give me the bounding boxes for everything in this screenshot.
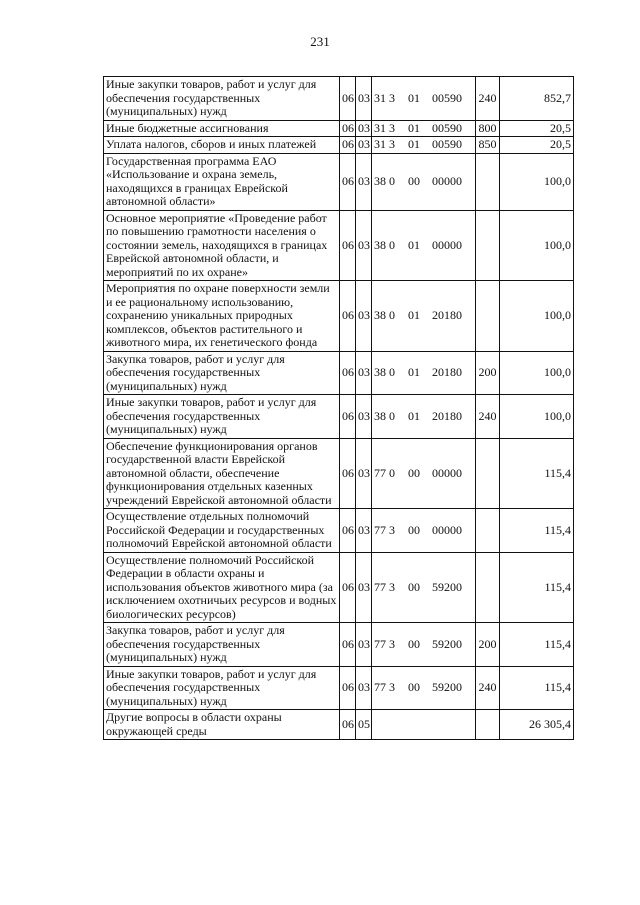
target-article-event: 01 (408, 365, 420, 379)
target-article-code (372, 281, 476, 352)
target-article-code (372, 210, 476, 281)
table-row (104, 77, 574, 121)
target-article-program: 38 0 (374, 173, 395, 188)
amount: 26 305,4 (500, 710, 574, 740)
amount: 100,0 (500, 351, 574, 395)
expense-type-code (476, 552, 500, 623)
expense-type-code: 200 (476, 623, 500, 667)
target-article-direction: 00000 (432, 465, 462, 480)
expense-type-code: 240 (476, 666, 500, 710)
table-row (104, 351, 574, 395)
budget-table (103, 76, 574, 740)
section-code: 06 (340, 281, 356, 352)
table-row (104, 153, 574, 210)
target-article-code (372, 509, 476, 553)
target-article-code (372, 666, 476, 710)
target-article-event: 00 (408, 173, 420, 188)
target-article-code (372, 710, 476, 740)
target-article-program: 38 0 (374, 408, 395, 423)
target-article-direction: 59200 (432, 636, 462, 651)
expense-type-code: 240 (476, 77, 500, 121)
table-row (104, 666, 574, 710)
table-row (104, 623, 574, 667)
target-article-direction: 00000 (432, 173, 462, 188)
table-row (104, 438, 574, 509)
section-code: 06 (340, 210, 356, 281)
section-code: 06 (340, 137, 356, 154)
target-article-code (372, 120, 476, 137)
item-name: Закупка товаров, работ и услуг для обеспечения государственных (муниципальных) нужд (104, 623, 340, 667)
target-article-program: 31 3 (374, 137, 395, 151)
item-name: Иные закупки товаров, работ и услуг для обеспечения государственных (муниципальных) нужд (104, 395, 340, 439)
amount: 852,7 (500, 77, 574, 121)
target-article-program: 38 0 (374, 237, 395, 252)
target-article-event: 00 (408, 522, 420, 537)
target-article-event: 01 (408, 308, 420, 322)
target-article-direction: 00590 (432, 137, 462, 151)
subsection-code: 03 (356, 666, 372, 710)
item-name: Другие вопросы в области охраны окружающей среды (104, 710, 340, 740)
subsection-code: 03 (356, 137, 372, 154)
target-article-program: 38 0 (374, 365, 395, 379)
target-article-direction: 20180 (432, 408, 462, 423)
section-code: 06 (340, 552, 356, 623)
target-article-event: 00 (408, 680, 420, 694)
item-name: Уплата налогов, сборов и иных платежей (104, 137, 340, 154)
table-row (104, 710, 574, 740)
expense-type-code: 850 (476, 137, 500, 154)
section-code: 06 (340, 666, 356, 710)
expense-type-code (476, 509, 500, 553)
target-article-code (372, 351, 476, 395)
amount: 100,0 (500, 153, 574, 210)
target-article-program: 77 0 (374, 465, 395, 480)
target-article-code (372, 137, 476, 154)
target-article-event: 01 (408, 237, 420, 252)
subsection-code: 03 (356, 351, 372, 395)
section-code: 06 (340, 710, 356, 740)
expense-type-code (476, 153, 500, 210)
subsection-code: 05 (356, 710, 372, 740)
item-name: Иные закупки товаров, работ и услуг для обеспечения государственных (муниципальных) нужд (104, 666, 340, 710)
table-row (104, 210, 574, 281)
target-article-program: 77 3 (374, 680, 395, 694)
amount: 115,4 (500, 509, 574, 553)
target-article-program: 77 3 (374, 522, 395, 537)
subsection-code: 03 (356, 77, 372, 121)
target-article-event: 01 (408, 120, 420, 135)
amount: 100,0 (500, 395, 574, 439)
target-article-program: 38 0 (374, 308, 395, 322)
budget-table-body (104, 77, 574, 740)
target-article-event: 00 (408, 579, 420, 594)
subsection-code: 03 (356, 281, 372, 352)
amount: 20,5 (500, 137, 574, 154)
section-code: 06 (340, 623, 356, 667)
target-article-event: 00 (408, 636, 420, 651)
item-name: Государственная программа ЕАО «Использование и охрана земель, находящихся в границах Еврейской автономной области» (104, 153, 340, 210)
target-article-event: 01 (408, 408, 420, 423)
target-article-direction: 20180 (432, 365, 462, 379)
target-article-direction: 59200 (432, 680, 462, 694)
section-code: 06 (340, 153, 356, 210)
target-article-program: 31 3 (374, 90, 395, 105)
expense-type-code (476, 210, 500, 281)
item-name: Иные закупки товаров, работ и услуг для обеспечения государственных (муниципальных) нужд (104, 77, 340, 121)
target-article-event: 00 (408, 465, 420, 480)
subsection-code: 03 (356, 623, 372, 667)
item-name: Иные бюджетные ассигнования (104, 120, 340, 137)
target-article-direction: 59200 (432, 579, 462, 594)
item-name: Осуществление отдельных полномочий Российской Федерации и государственных полномочий Еврейской автономной области (104, 509, 340, 553)
target-article-code (372, 395, 476, 439)
subsection-code: 03 (356, 438, 372, 509)
target-article-code (372, 153, 476, 210)
target-article-direction: 00000 (432, 237, 462, 252)
item-name: Основное мероприятие «Проведение работ по повышению грамотности населения о состоянии земель, находящихся в границах Еврейской автономной области, и мероприятий по их охране» (104, 210, 340, 281)
expense-type-code (476, 438, 500, 509)
subsection-code: 03 (356, 120, 372, 137)
subsection-code: 03 (356, 509, 372, 553)
target-article-code (372, 77, 476, 121)
amount: 100,0 (500, 210, 574, 281)
item-name: Осуществление полномочий Российской Федерации в области охраны и использования объектов животного мира (за исключением охотничьих ресурсов и водных биологических ресурсов) (104, 552, 340, 623)
expense-type-code (476, 281, 500, 352)
table-row (104, 120, 574, 137)
target-article-event: 01 (408, 137, 420, 151)
subsection-code: 03 (356, 153, 372, 210)
amount: 115,4 (500, 666, 574, 710)
table-row (104, 552, 574, 623)
section-code: 06 (340, 438, 356, 509)
item-name: Мероприятия по охране поверхности земли и ее рациональному использованию, сохранению уникальных природных комплексов, объектов растительного и животного мира, их генетического фонда (104, 281, 340, 352)
table-row (104, 137, 574, 154)
expense-type-code: 800 (476, 120, 500, 137)
section-code: 06 (340, 351, 356, 395)
target-article-program: 77 3 (374, 636, 395, 651)
amount: 100,0 (500, 281, 574, 352)
amount: 115,4 (500, 623, 574, 667)
target-article-program: 77 3 (374, 579, 395, 594)
target-article-program: 31 3 (374, 120, 395, 135)
item-name: Обеспечение функционирования органов государственной власти Еврейской автономной области, обеспечение функционирования отдельных казенных учреждений Еврейской автономной области (104, 438, 340, 509)
target-article-code (372, 623, 476, 667)
subsection-code: 03 (356, 552, 372, 623)
subsection-code: 03 (356, 395, 372, 439)
subsection-code: 03 (356, 210, 372, 281)
amount: 20,5 (500, 120, 574, 137)
target-article-direction: 00590 (432, 90, 462, 105)
expense-type-code: 240 (476, 395, 500, 439)
target-article-code (372, 552, 476, 623)
table-row (104, 509, 574, 553)
page-number: 231 (310, 34, 330, 49)
target-article-code (372, 438, 476, 509)
amount: 115,4 (500, 438, 574, 509)
section-code: 06 (340, 77, 356, 121)
table-row (104, 281, 574, 352)
section-code: 06 (340, 509, 356, 553)
section-code: 06 (340, 395, 356, 439)
target-article-event: 01 (408, 90, 420, 105)
amount: 115,4 (500, 552, 574, 623)
expense-type-code (476, 710, 500, 740)
target-article-direction: 20180 (432, 308, 462, 322)
target-article-direction: 00590 (432, 120, 462, 135)
target-article-direction: 00000 (432, 522, 462, 537)
item-name: Закупка товаров, работ и услуг для обеспечения государственных (муниципальных) нужд (104, 351, 340, 395)
expense-type-code: 200 (476, 351, 500, 395)
table-row (104, 395, 574, 439)
section-code: 06 (340, 120, 356, 137)
